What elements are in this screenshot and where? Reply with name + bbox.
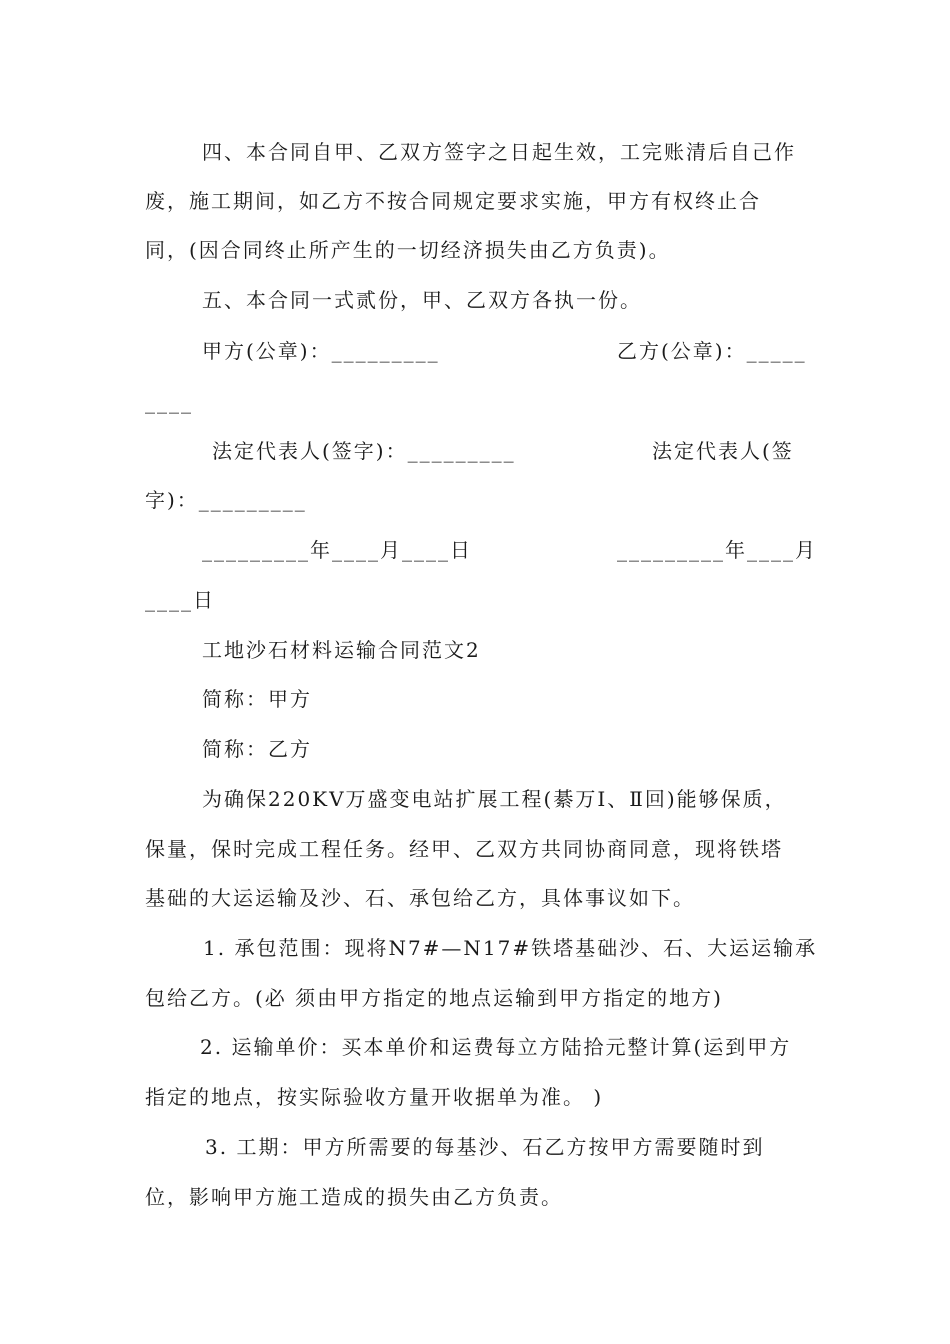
intro-line3: 基础的大运运输及沙、石、承包给乙方，具体事议如下。 (145, 886, 695, 910)
item2-line1: 2. 运输单价：买本单价和运费每立方陆拾元整计算(运到甲方 (200, 1035, 792, 1059)
item1-line1: 1. 承包范围：现将N7#—N17#铁塔基础沙、石、大运运输承 (203, 936, 818, 960)
party-b-seal: 乙方(公章)：_____ (617, 339, 807, 363)
intro-line2: 保量，保时完成工程任务。经甲、乙双方共同协商同意，现将铁塔 (145, 837, 783, 861)
abbr-party-a: 简称：甲方 (202, 687, 312, 711)
item3-line1: 3. 工期：甲方所需要的每基沙、石乙方按甲方需要随时到 (205, 1135, 765, 1159)
item2-line2: 指定的地点，按实际验收方量开收据单为准。 ) (145, 1085, 604, 1109)
party-a-seal: 甲方(公章)：_________ (202, 339, 440, 363)
clause5: 五、本合同一式贰份，甲、乙双方各执一份。 (202, 288, 642, 312)
representative-b-continuation: 字)：_________ (145, 488, 307, 512)
item1-line2: 包给乙方。(必 须由甲方指定的地点运输到甲方指定的地方) (145, 986, 723, 1010)
date-a: _________年____月____日 (202, 538, 472, 562)
date-b: _________年____月 (617, 538, 817, 562)
representative-a: 法定代表人(签字)：_________ (212, 439, 516, 463)
clause4-line1: 四、本合同自甲、乙双方签字之日起生效，工完账清后自己作 (202, 140, 796, 164)
clause4-line3: 同，(因合同终止所产生的一切经济损失由乙方负责)。 (145, 238, 671, 262)
representative-b: 法定代表人(签 (652, 439, 794, 463)
party-b-seal-continuation: ____ (145, 390, 193, 414)
clause4-line2: 废，施工期间，如乙方不按合同规定要求实施，甲方有权终止合 (145, 189, 761, 213)
section-title: 工地沙石材料运输合同范文2 (202, 638, 481, 662)
abbr-party-b: 简称：乙方 (202, 737, 312, 761)
item3-line2: 位，影响甲方施工造成的损失由乙方负责。 (145, 1185, 563, 1209)
intro-line1: 为确保220KV万盛变电站扩展工程(綦万Ⅰ、Ⅱ回)能够保质， (202, 787, 787, 811)
date-b-continuation: ____日 (145, 588, 215, 612)
